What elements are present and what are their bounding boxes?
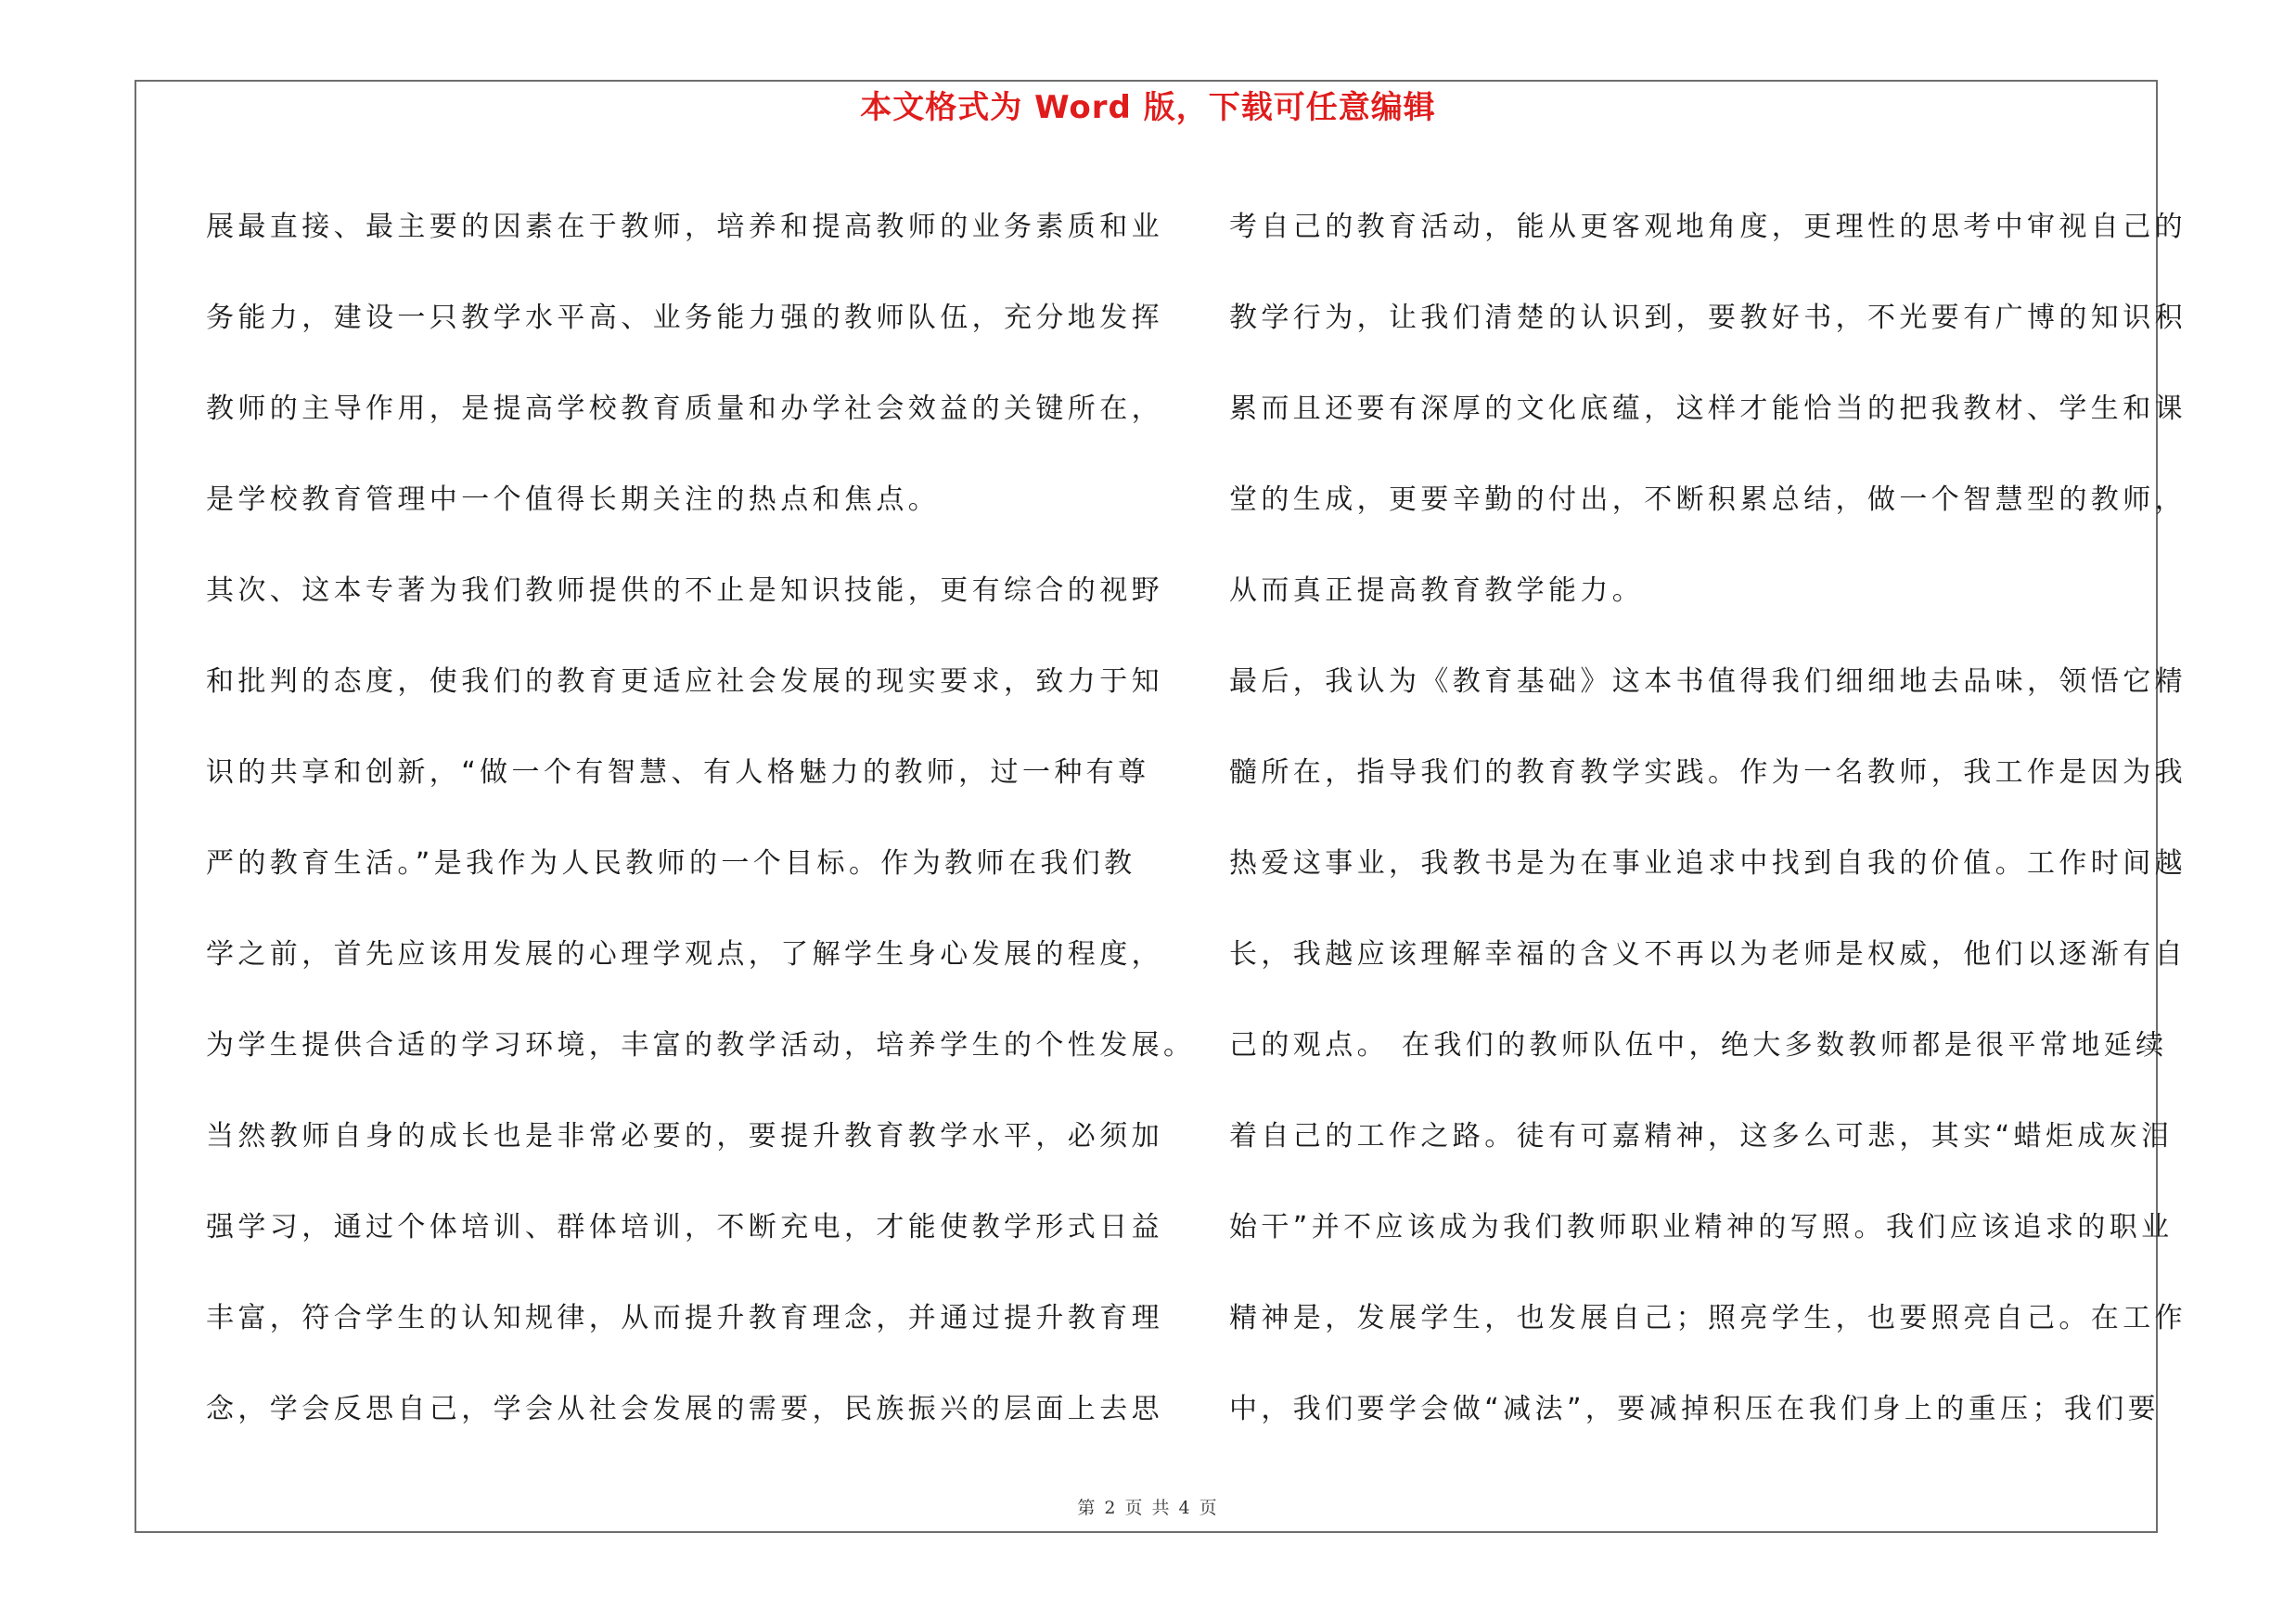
text-line: 是学校教育管理中一个值得长期关注的热点和焦点。 bbox=[206, 483, 941, 516]
text-line: 强学习，通过个体培训、群体培训，不断充电，才能使教学形式日益 bbox=[206, 1211, 1163, 1243]
text-line: 学之前，首先应该用发展的心理学观点，了解学生身心发展的程度， bbox=[206, 938, 1163, 971]
page-number: 第 2 页 共 4 页 bbox=[1077, 1498, 1219, 1518]
text-line: 为学生提供合适的学习环境，丰富的教学活动，培养学生的个性发展。 bbox=[206, 1029, 1196, 1062]
text-line: 丰富，符合学生的认知规律，从而提升教育理念，并通过提升教育理 bbox=[206, 1302, 1163, 1334]
text-line: 识的共享和创新，“做一个有智慧、有人格魅力的教师，过一种有尊 bbox=[206, 756, 1150, 789]
text-line: 教学行为，让我们清楚的认识到，要教好书，不光要有广博的知识积 bbox=[1229, 302, 2187, 334]
text-line: 热爱这事业，我教书是为在事业追求中找到自我的价值。工作时间越 bbox=[1229, 847, 2187, 880]
left-text-column bbox=[206, 182, 1196, 1455]
text-line: 当然教师自身的成长也是非常必要的，要提升教育教学水平，必须加 bbox=[206, 1120, 1163, 1153]
text-line: 教师的主导作用，是提高学校教育质量和办学社会效益的关键所在， bbox=[206, 393, 1163, 425]
text-line: 着自己的工作之路。徒有可嘉精神，这多么可悲，其实“蜡炬成灰泪 bbox=[1229, 1120, 2174, 1153]
text-line: 考自己的教育活动，能从更客观地角度，更理性的思考中审视自己的 bbox=[1229, 211, 2187, 243]
text-line: 严的教育生活。”是我作为人民教师的一个目标。作为教师在我们教 bbox=[206, 847, 1136, 880]
text-line: 最后，我认为《教育基础》这本书值得我们细细地去品味，领悟它精 bbox=[1229, 665, 2187, 698]
text-line: 念，学会反思自己，学会从社会发展的需要，民族振兴的层面上去思 bbox=[206, 1393, 1163, 1425]
text-line: 髓所在，指导我们的教育教学实践。作为一名教师，我工作是因为我 bbox=[1229, 756, 2187, 789]
text-line: 长，我越应该理解幸福的含义不再以为老师是权威，他们以逐渐有自 bbox=[1229, 938, 2187, 971]
text-line: 其次、这本专著为我们教师提供的不止是知识技能，更有综合的视野 bbox=[206, 574, 1163, 607]
text-line: 从而真正提高教育教学能力。 bbox=[1229, 574, 1645, 607]
text-line: 己的观点。 在我们的教师队伍中，绝大多数教师都是很平常地延续 bbox=[1229, 1029, 2168, 1062]
text-line: 堂的生成，更要辛勤的付出，不断积累总结，做一个智慧型的教师， bbox=[1229, 483, 2187, 516]
text-line: 务能力，建设一只教学水平高、业务能力强的教师队伍，充分地发挥 bbox=[206, 302, 1163, 334]
text-line: 始干”并不应该成为我们教师职业精神的写照。我们应该追求的职业 bbox=[1229, 1211, 2174, 1243]
text-line: 累而且还要有深厚的文化底蕴，这样才能恰当的把我教材、学生和课 bbox=[1229, 393, 2187, 425]
text-line: 精神是，发展学生，也发展自己；照亮学生，也要照亮自己。在工作 bbox=[1229, 1302, 2187, 1334]
right-text-column bbox=[1229, 182, 2187, 1455]
text-line: 和批判的态度，使我们的教育更适应社会发展的现实要求，致力于知 bbox=[206, 665, 1163, 698]
format-banner: 本文格式为 Word 版，下载可任意编辑 bbox=[860, 89, 1436, 126]
text-line: 展最直接、最主要的因素在于教师，培养和提高教师的业务素质和业 bbox=[206, 211, 1163, 243]
text-line: 中，我们要学会做“减法”，要减掉积压在我们身上的重压；我们要 bbox=[1229, 1393, 2161, 1425]
